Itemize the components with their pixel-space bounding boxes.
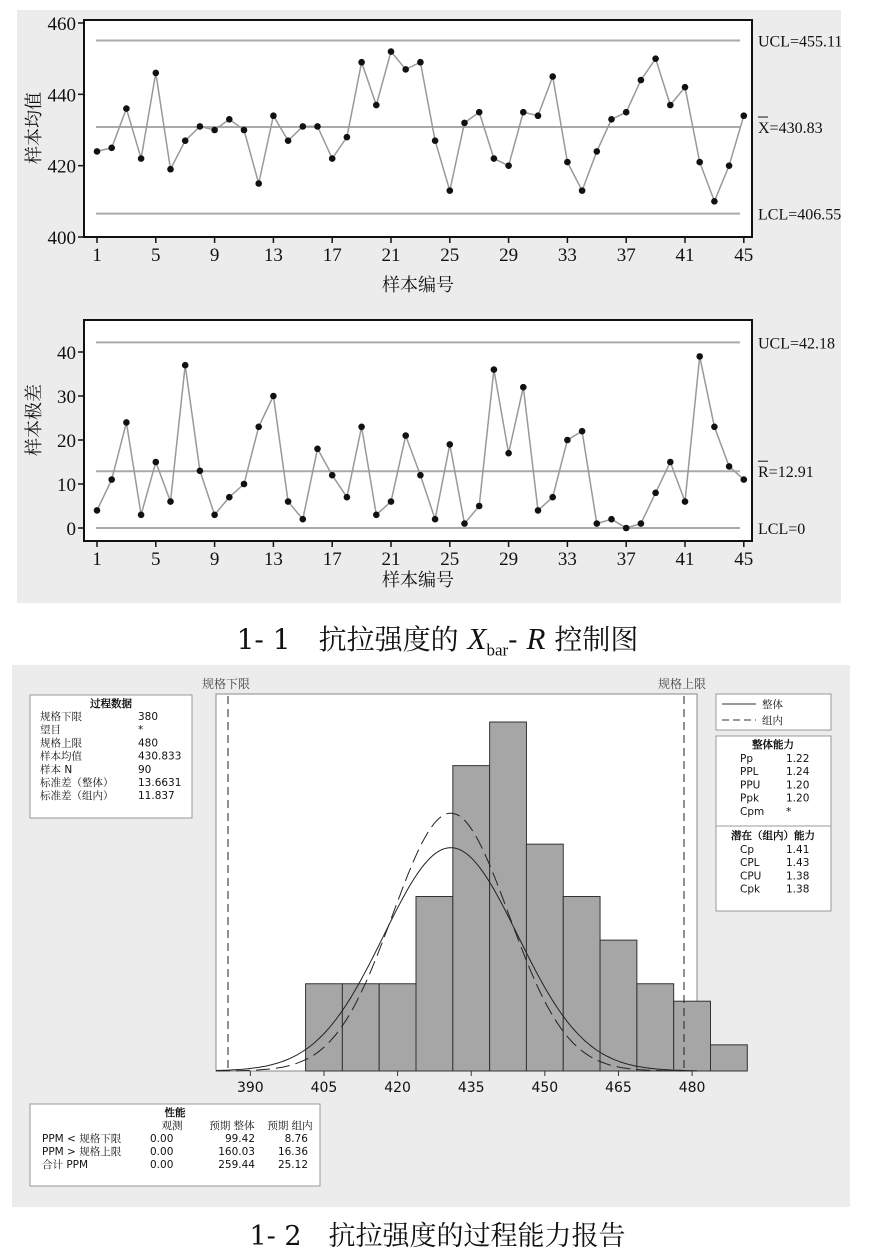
y-tick-label: 440 bbox=[47, 85, 76, 107]
data-point bbox=[417, 59, 424, 66]
data-point bbox=[623, 109, 630, 116]
data-point bbox=[491, 366, 498, 373]
data-point bbox=[123, 105, 130, 112]
stat-value: 1.20 bbox=[786, 779, 810, 792]
x-tick-label: 465 bbox=[605, 1080, 632, 1096]
process-capability-report bbox=[0, 660, 875, 1210]
performance-header: 预期 整体 bbox=[209, 1120, 255, 1132]
data-point bbox=[285, 498, 292, 505]
data-point bbox=[123, 419, 130, 426]
data-point bbox=[564, 437, 571, 444]
histogram-bar bbox=[637, 984, 674, 1071]
histogram-bar bbox=[674, 1001, 711, 1071]
data-point bbox=[402, 66, 409, 73]
x-tick-label: 13 bbox=[263, 245, 283, 266]
data-point bbox=[108, 145, 115, 152]
caption-dash: - bbox=[508, 623, 527, 656]
legend-within-label: 组内 bbox=[762, 715, 783, 727]
usl-label: 规格上限 bbox=[657, 677, 707, 691]
stat-value: 1.20 bbox=[786, 792, 810, 805]
performance-expected-within: 8.76 bbox=[284, 1133, 308, 1145]
x-tick-label: 41 bbox=[675, 245, 695, 266]
data-point bbox=[226, 116, 233, 123]
x-tick-label: 17 bbox=[322, 245, 342, 266]
stat-value: * bbox=[138, 724, 144, 737]
data-point bbox=[594, 520, 601, 527]
data-point bbox=[505, 162, 512, 169]
x-tick-label: 9 bbox=[209, 245, 220, 266]
data-point bbox=[182, 362, 189, 369]
data-point bbox=[549, 494, 556, 501]
data-point bbox=[358, 424, 365, 431]
data-point bbox=[417, 472, 424, 479]
data-point bbox=[564, 159, 571, 166]
x-tick-label: 9 bbox=[209, 549, 220, 570]
histogram-bar bbox=[342, 984, 379, 1071]
stat-label: Pp bbox=[740, 753, 753, 765]
data-point bbox=[373, 512, 380, 519]
x-tick-label: 480 bbox=[678, 1080, 706, 1096]
data-point bbox=[638, 520, 645, 527]
x-tick-label: 1 bbox=[92, 549, 102, 570]
performance-expected-overall: 99.42 bbox=[224, 1133, 255, 1145]
data-point bbox=[520, 109, 527, 116]
data-point bbox=[623, 525, 630, 532]
performance-title: 性能 bbox=[164, 1107, 186, 1119]
x-tick-label: 45 bbox=[734, 245, 754, 266]
stat-label: Cp bbox=[740, 844, 754, 856]
x-tick-label: 45 bbox=[734, 549, 754, 570]
x-tick-label: 37 bbox=[616, 245, 636, 266]
stat-value: 1.24 bbox=[786, 766, 810, 779]
data-point bbox=[711, 424, 718, 431]
data-point bbox=[388, 48, 395, 55]
x-tick-label: 25 bbox=[440, 549, 460, 570]
stat-value: 13.6631 bbox=[138, 777, 182, 789]
data-point bbox=[402, 432, 409, 439]
x-tick-label: 13 bbox=[263, 549, 283, 570]
data-point bbox=[549, 73, 556, 80]
stat-label: 规格下限 bbox=[40, 711, 82, 723]
stat-label: 望目 bbox=[40, 724, 61, 737]
x-tick-label: 1 bbox=[92, 245, 102, 266]
stat-value: 90 bbox=[138, 763, 152, 776]
stat-value: 430.833 bbox=[138, 750, 182, 763]
ucl-label: UCL=42.18 bbox=[758, 335, 836, 353]
data-point bbox=[726, 463, 733, 470]
performance-header: 观测 bbox=[161, 1120, 183, 1132]
caption-subscript: bar bbox=[486, 640, 509, 660]
data-point bbox=[197, 123, 204, 130]
data-point bbox=[138, 155, 145, 162]
data-point bbox=[285, 137, 292, 144]
data-point bbox=[741, 112, 748, 119]
data-point bbox=[461, 520, 468, 527]
x-tick-label: 33 bbox=[557, 245, 577, 266]
stat-label: PPU bbox=[740, 779, 761, 792]
data-point bbox=[108, 476, 115, 483]
data-point bbox=[197, 468, 204, 475]
performance-expected-overall: 160.03 bbox=[218, 1146, 255, 1158]
xbar-x-axis-label: 样本编号 bbox=[382, 275, 454, 296]
caption-prefix: 1- 1 抗拉强度的 bbox=[236, 623, 468, 656]
data-point bbox=[476, 109, 483, 116]
stat-label: 样本均值 bbox=[40, 750, 82, 763]
histogram-bar bbox=[526, 844, 563, 1071]
overall-capability-title: 整体能力 bbox=[752, 739, 794, 751]
center-label: R=12.91 bbox=[758, 464, 814, 482]
data-point bbox=[94, 507, 101, 514]
xbar-plot-area bbox=[84, 20, 752, 237]
data-point bbox=[476, 503, 483, 510]
r-plot-area bbox=[84, 320, 752, 541]
within-capability-title: 潜在（组内）能力 bbox=[731, 830, 815, 842]
data-point bbox=[608, 516, 615, 523]
lcl-label: LCL=0 bbox=[758, 521, 806, 538]
stat-value: 1.38 bbox=[786, 883, 810, 896]
stat-value: 1.43 bbox=[786, 857, 810, 870]
lsl-label: 规格下限 bbox=[201, 677, 251, 691]
ucl-label: UCL=455.11 bbox=[758, 33, 843, 51]
data-point bbox=[314, 446, 321, 453]
stat-value: * bbox=[786, 805, 792, 818]
x-tick-label: 450 bbox=[531, 1080, 559, 1096]
data-point bbox=[182, 137, 189, 144]
stat-value: 380 bbox=[138, 711, 159, 723]
data-point bbox=[153, 70, 160, 77]
performance-observed: 0.00 bbox=[150, 1133, 174, 1145]
x-tick-label: 5 bbox=[151, 549, 161, 570]
histogram-bar bbox=[600, 940, 637, 1071]
data-point bbox=[270, 393, 277, 400]
data-point bbox=[696, 159, 703, 166]
stat-value: 1.38 bbox=[786, 870, 810, 883]
data-point bbox=[535, 507, 542, 514]
y-tick-label: 420 bbox=[47, 156, 76, 178]
figure-1-caption bbox=[0, 618, 875, 661]
lcl-label: LCL=406.55 bbox=[758, 206, 842, 224]
data-point bbox=[711, 198, 718, 205]
stat-label: Cpk bbox=[740, 883, 761, 896]
stat-label: Ppk bbox=[740, 792, 760, 805]
data-point bbox=[579, 187, 586, 194]
xbar-y-axis-label: 样本均值 bbox=[24, 92, 45, 164]
y-tick-label: 30 bbox=[57, 387, 76, 408]
data-point bbox=[358, 59, 365, 66]
histogram-bar bbox=[416, 897, 453, 1072]
x-tick-label: 29 bbox=[499, 549, 519, 570]
stat-value: 11.837 bbox=[138, 790, 175, 803]
stat-label: CPU bbox=[740, 870, 762, 883]
data-point bbox=[241, 481, 248, 488]
data-point bbox=[329, 155, 336, 162]
data-point bbox=[447, 441, 454, 448]
x-tick-label: 37 bbox=[616, 549, 636, 570]
data-point bbox=[432, 137, 439, 144]
data-point bbox=[461, 120, 468, 127]
y-tick-label: 20 bbox=[57, 431, 76, 452]
data-point bbox=[270, 112, 277, 119]
performance-observed: 0.00 bbox=[150, 1146, 174, 1158]
xbar-r-control-chart bbox=[0, 0, 875, 612]
data-point bbox=[579, 428, 586, 435]
data-point bbox=[344, 494, 351, 501]
performance-row-label: PPM < 规格下限 bbox=[42, 1133, 122, 1145]
data-point bbox=[638, 77, 645, 84]
histogram-bar bbox=[306, 984, 343, 1071]
stat-label: Cpm bbox=[740, 805, 765, 818]
center-label: X=430.83 bbox=[758, 120, 823, 138]
x-tick-label: 390 bbox=[236, 1080, 264, 1096]
y-tick-label: 40 bbox=[57, 343, 76, 364]
data-point bbox=[594, 148, 601, 155]
data-point bbox=[447, 187, 454, 194]
process-data-box bbox=[30, 695, 192, 818]
data-point bbox=[300, 123, 307, 130]
data-point bbox=[314, 123, 321, 130]
data-point bbox=[255, 424, 262, 431]
curve-legend bbox=[716, 694, 831, 730]
x-tick-label: 420 bbox=[384, 1080, 411, 1096]
x-tick-label: 33 bbox=[557, 549, 577, 570]
y-tick-label: 400 bbox=[47, 228, 76, 249]
histogram-bar bbox=[710, 1045, 747, 1071]
stat-value: 1.22 bbox=[786, 753, 810, 765]
stat-label: PPL bbox=[740, 766, 759, 779]
data-point bbox=[329, 472, 336, 479]
performance-expected-within: 25.12 bbox=[277, 1159, 308, 1171]
performance-row-label: PPM > 规格上限 bbox=[42, 1146, 122, 1158]
x-tick-label: 435 bbox=[457, 1080, 485, 1096]
data-point bbox=[652, 490, 659, 497]
data-point bbox=[608, 116, 615, 123]
capability-box bbox=[716, 736, 831, 911]
histogram-bar bbox=[563, 897, 600, 1072]
r-x-axis-label: 样本编号 bbox=[382, 570, 454, 591]
data-point bbox=[226, 494, 233, 501]
histogram-bar bbox=[490, 722, 527, 1071]
data-point bbox=[255, 180, 262, 187]
data-point bbox=[741, 476, 748, 483]
data-point bbox=[211, 512, 218, 519]
data-point bbox=[211, 127, 218, 134]
histogram-bar bbox=[453, 766, 490, 1071]
x-tick-label: 25 bbox=[440, 245, 460, 266]
performance-box bbox=[30, 1104, 320, 1186]
x-tick-label: 21 bbox=[381, 549, 401, 570]
x-tick-label: 41 bbox=[675, 549, 695, 570]
data-point bbox=[94, 148, 101, 155]
y-tick-label: 10 bbox=[57, 475, 76, 496]
stat-label: 规格上限 bbox=[40, 737, 82, 750]
data-point bbox=[491, 155, 498, 162]
data-point bbox=[241, 127, 248, 134]
data-point bbox=[167, 498, 174, 505]
y-tick-label: 0 bbox=[66, 519, 76, 540]
data-point bbox=[344, 134, 351, 141]
stat-value: 1.41 bbox=[786, 844, 810, 856]
data-point bbox=[153, 459, 160, 466]
performance-expected-within: 16.36 bbox=[277, 1146, 308, 1158]
x-tick-label: 29 bbox=[499, 245, 519, 266]
performance-observed: 0.00 bbox=[150, 1159, 174, 1171]
x-tick-label: 405 bbox=[310, 1080, 338, 1096]
x-tick-label: 17 bbox=[322, 549, 342, 570]
r-y-axis-label: 样本极差 bbox=[24, 384, 45, 456]
histogram-bar bbox=[379, 984, 416, 1071]
caption-variable-x: X bbox=[467, 621, 487, 656]
figure-2-caption: 1- 2 抗拉强度的过程能力报告 bbox=[249, 1221, 626, 1252]
data-point bbox=[667, 459, 674, 466]
data-point bbox=[388, 498, 395, 505]
performance-header: 预期 组内 bbox=[267, 1120, 313, 1132]
data-point bbox=[300, 516, 307, 523]
data-point bbox=[682, 498, 689, 505]
stat-value: 480 bbox=[138, 737, 159, 750]
data-point bbox=[667, 102, 674, 109]
x-tick-label: 5 bbox=[151, 245, 161, 266]
data-point bbox=[373, 102, 380, 109]
y-tick-label: 460 bbox=[47, 14, 76, 35]
data-point bbox=[696, 353, 703, 360]
legend-overall-label: 整体 bbox=[762, 699, 783, 711]
data-point bbox=[432, 516, 439, 523]
caption-suffix: 控制图 bbox=[545, 623, 639, 656]
performance-row-label: 合计 PPM bbox=[42, 1159, 89, 1171]
stat-label: CPL bbox=[740, 857, 760, 870]
performance-expected-overall: 259.44 bbox=[218, 1159, 255, 1171]
data-point bbox=[726, 162, 733, 169]
data-point bbox=[167, 166, 174, 173]
x-tick-label: 21 bbox=[381, 245, 401, 266]
stat-label: 标准差（组内） bbox=[40, 790, 114, 803]
data-point bbox=[138, 512, 145, 519]
stat-label: 标准差（整体） bbox=[40, 777, 114, 789]
caption-variable-r: R bbox=[526, 621, 546, 656]
process-data-title: 过程数据 bbox=[90, 698, 132, 710]
stat-label: 样本 N bbox=[40, 763, 73, 776]
data-point bbox=[682, 84, 689, 91]
data-point bbox=[652, 55, 659, 62]
data-point bbox=[505, 450, 512, 457]
data-point bbox=[520, 384, 527, 391]
data-point bbox=[535, 112, 542, 119]
